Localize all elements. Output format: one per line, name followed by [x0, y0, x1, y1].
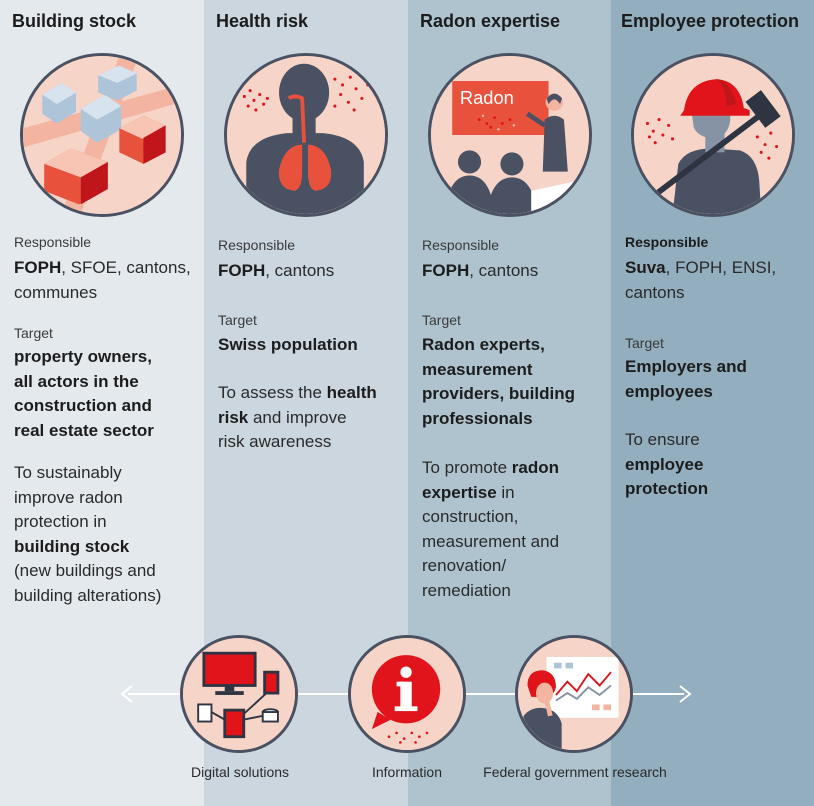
- responsible-label: Responsible: [422, 237, 500, 253]
- responsible-line2: communes: [14, 282, 98, 302]
- goal-emphasis: expertise: [422, 482, 497, 502]
- responsible-rest: , FOPH, ENSI,: [665, 258, 777, 277]
- responsible-value: [14, 256, 191, 305]
- responsible-rest: , SFOE, cantons,: [61, 258, 191, 277]
- building-stock-illustration: [20, 53, 184, 217]
- goal-line: construction,: [422, 507, 519, 526]
- goal-line: in: [496, 482, 515, 502]
- arrow-right-icon: [676, 684, 694, 704]
- target-value: [14, 345, 154, 443]
- goal-text: [218, 381, 377, 455]
- goal-line: building alterations): [14, 585, 162, 605]
- target-label: Target: [625, 335, 664, 351]
- radon-expertise-content: [408, 0, 611, 640]
- responsible-value: [422, 259, 538, 284]
- worker-icon: [634, 56, 792, 214]
- information-circle: [348, 635, 466, 753]
- goal-line: risk awareness: [218, 432, 332, 451]
- goal-line: (new buildings and: [14, 561, 156, 580]
- employee-protection-content: [611, 0, 814, 640]
- presentation-icon: [431, 56, 589, 214]
- digital-solutions-label: Digital solutions: [190, 764, 290, 780]
- goal-emphasis: radon: [511, 458, 559, 477]
- responsible-lead: FOPH: [14, 258, 62, 277]
- goal-line: measurement and: [422, 531, 560, 551]
- target-line: Radon experts,: [422, 335, 545, 354]
- goal-line: remediation: [422, 580, 511, 600]
- target-value: [422, 333, 575, 431]
- target-line: providers, building: [422, 384, 576, 403]
- target-line: all actors in the: [14, 371, 139, 391]
- column-title: Radon expertise: [420, 11, 561, 31]
- devices-icon: [183, 638, 295, 750]
- target-line: construction and: [14, 396, 152, 415]
- goal-emphasis: employee: [625, 454, 704, 474]
- target-value: [218, 333, 358, 358]
- health-risk-content: [204, 0, 408, 640]
- target-line: measurement: [422, 359, 533, 379]
- goal-emphasis: risk: [218, 407, 249, 427]
- goal-emphasis: protection: [625, 479, 709, 498]
- responsible-lead: Suva: [625, 258, 666, 277]
- goal-line: and improve: [248, 407, 347, 427]
- arrow-left-icon: [118, 684, 136, 704]
- research-icon: [518, 638, 630, 750]
- responsible-label: Responsible: [218, 237, 296, 253]
- employee-protection-illustration: [631, 53, 795, 217]
- goal-line: To assess the: [218, 383, 327, 402]
- goal-line: To promote: [422, 458, 512, 477]
- target-label: Target: [218, 312, 257, 328]
- responsible-lead: FOPH: [218, 261, 266, 280]
- health-risk-illustration: [224, 53, 388, 217]
- responsible-label: Responsible: [625, 234, 709, 250]
- responsible-lead: FOPH: [422, 261, 470, 280]
- target-line: professionals: [422, 408, 533, 428]
- radon-sign-text: Radon: [459, 87, 514, 109]
- column-title: Health risk: [216, 11, 309, 31]
- goal-text: [14, 461, 161, 608]
- target-line: property owners,: [14, 347, 152, 366]
- building-stock-content: [0, 0, 204, 640]
- goal-line: improve radon: [14, 487, 123, 507]
- info-icon: [351, 638, 463, 750]
- research-circle: [515, 635, 633, 753]
- goal-text: [625, 428, 708, 502]
- goal-emphasis: health: [326, 383, 377, 402]
- goal-text: [422, 456, 559, 603]
- goal-line: To ensure: [625, 430, 700, 449]
- column-title: Employee protection: [621, 11, 800, 31]
- target-line: Employers and: [625, 357, 747, 376]
- responsible-rest: , cantons: [265, 261, 335, 280]
- information-label: Information: [371, 764, 443, 780]
- target-line: real estate sector: [14, 420, 154, 440]
- radon-expertise-illustration: [428, 53, 592, 217]
- column-title: Building stock: [12, 11, 137, 31]
- target-label: Target: [422, 312, 461, 328]
- responsible-value: [218, 259, 334, 284]
- target-value: [625, 355, 747, 404]
- digital-solutions-circle: [180, 635, 298, 753]
- research-label: Federal government research: [483, 764, 667, 780]
- lungs-icon: [227, 56, 385, 214]
- goal-emphasis: building stock: [14, 536, 130, 556]
- responsible-value: [625, 256, 776, 305]
- target-line: Swiss population: [218, 335, 358, 354]
- goal-line: protection in: [14, 512, 107, 531]
- target-label: Target: [14, 325, 53, 341]
- buildings-icon: [23, 56, 181, 214]
- responsible-line2: cantons: [625, 282, 685, 302]
- target-line: employees: [625, 381, 713, 401]
- goal-line: To sustainably: [14, 463, 122, 482]
- responsible-label: Responsible: [14, 234, 92, 250]
- responsible-rest: , cantons: [469, 261, 539, 280]
- goal-line: renovation/: [422, 556, 507, 575]
